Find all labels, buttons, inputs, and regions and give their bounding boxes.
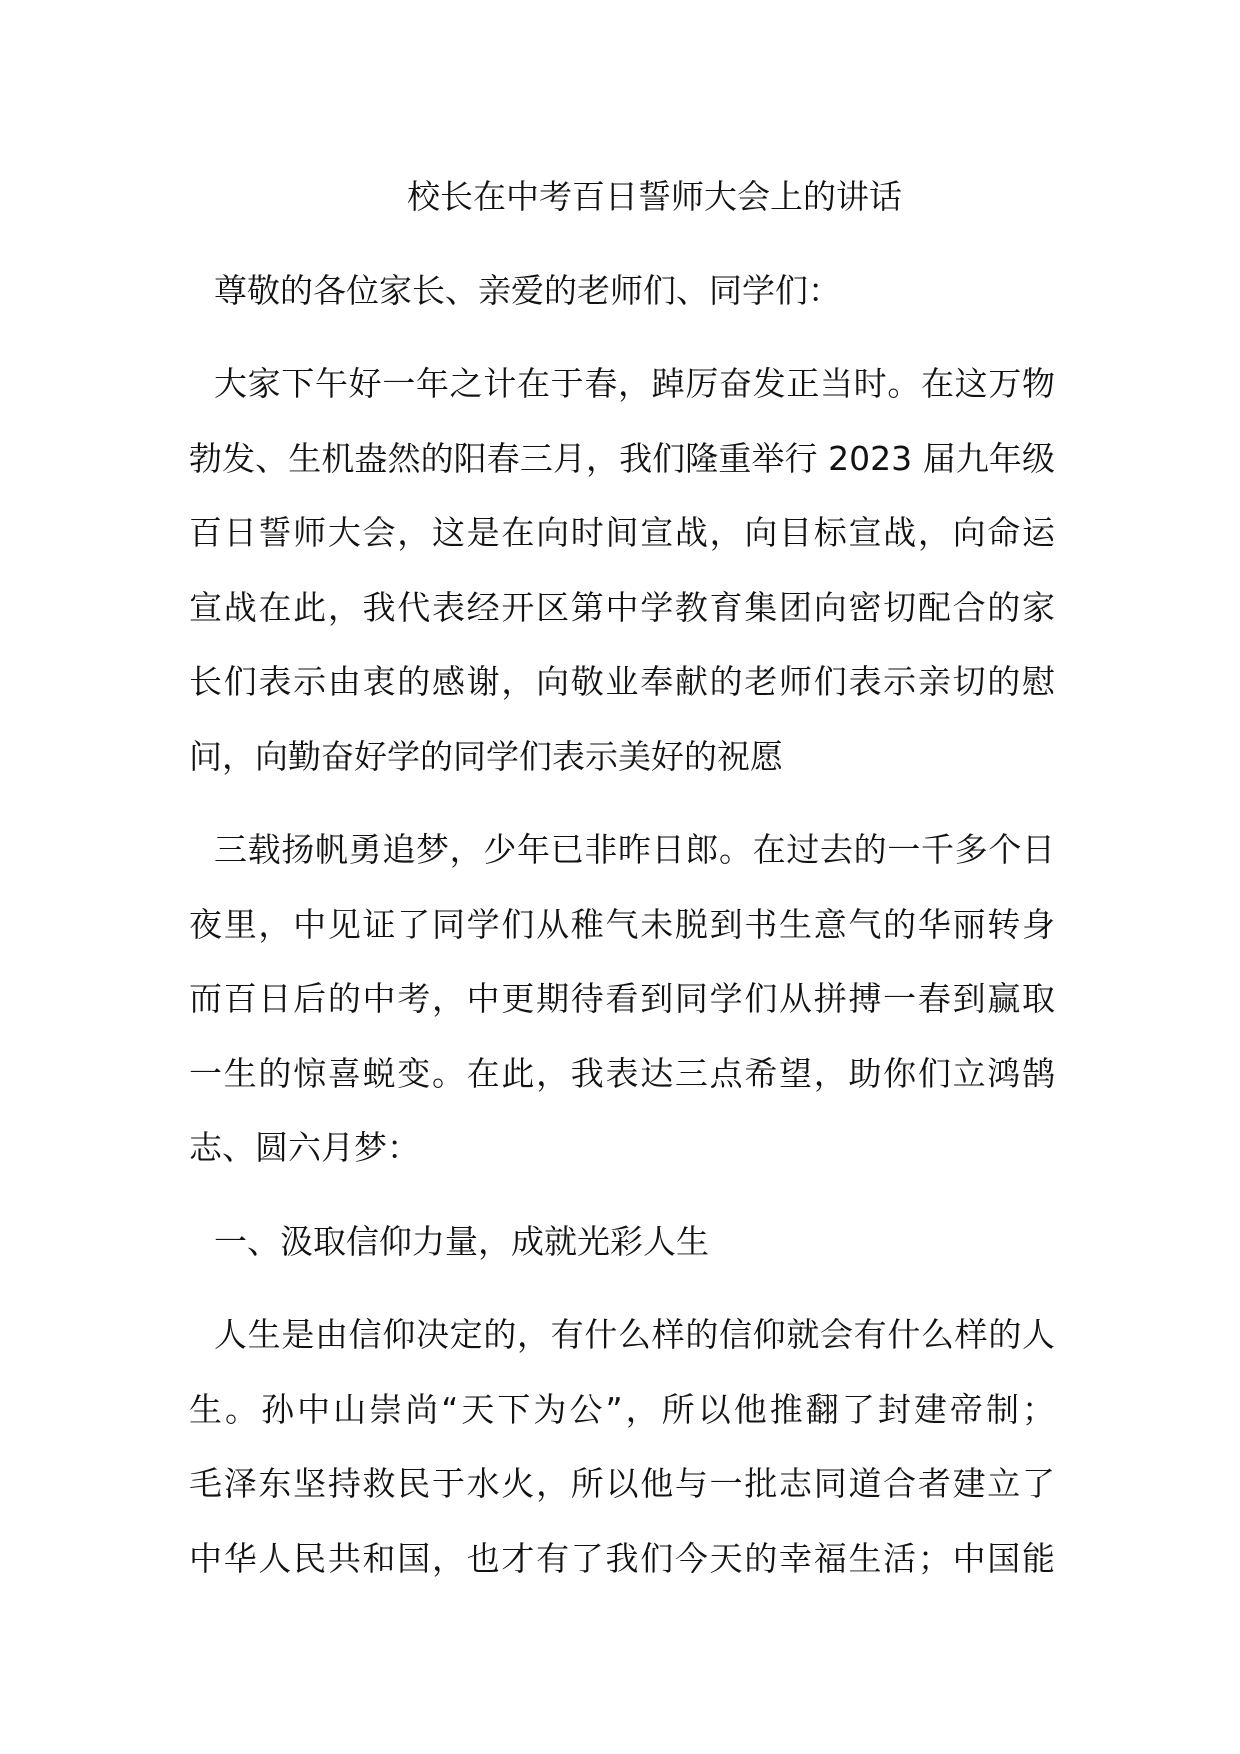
paragraph-line: 一生的惊喜蜕变。在此，我表达三点希望，助你们立鸿鹄 <box>189 1053 1055 1093</box>
document-body <box>189 160 1055 1615</box>
paragraph-line: 大家下午好一年之计在于春，踔厉奋发正当时。在这万物 <box>214 364 1055 403</box>
section-heading: 一、汲取信仰力量，成就光彩人生 <box>214 1221 709 1261</box>
paragraph <box>189 347 1055 794</box>
paragraph-line: 生。孙中山崇尚“天下为公”，所以他推翻了封建帝制； <box>189 1389 1055 1429</box>
paragraph-line: 问，向勤奋好学的同学们表示美好的祝愿 <box>189 736 783 776</box>
paragraph-line: 中华人民共和国，也才有了我们今天的幸福生活；中国能 <box>189 1538 1055 1578</box>
paragraph-line: 勃发、生机盎然的阳春三月，我们隆重举行 2023 届九年级 <box>189 438 1055 478</box>
paragraph-line: 而百日后的中考，中更期待看到同学们从拼搏一春到赢取 <box>189 979 1055 1018</box>
paragraph-line: 志、圆六月梦： <box>189 1128 420 1167</box>
paragraph-line: 毛泽东坚持救民于水火，所以他与一批志同道合者建立了 <box>189 1464 1055 1503</box>
paragraph <box>189 1298 1055 1596</box>
paragraph-line: 百日誓师大会，这是在向时间宣战，向目标宣战，向命运 <box>189 513 1055 552</box>
paragraph-line: 夜里，中见证了同学们从稚气未脱到书生意气的华丽转身 <box>189 904 1055 944</box>
document-title: 校长在中考百日誓师大会上的讲话 <box>407 177 902 216</box>
paragraph-line: 宣战在此，我代表经开区第中学教育集团向密切配合的家 <box>189 587 1055 627</box>
paragraph <box>189 813 1055 1186</box>
paragraph-line: 三载扬帆勇追梦，少年已非昨日郎。在过去的一千多个日 <box>214 830 1055 869</box>
paragraph-line: 人生是由信仰决定的，有什么样的信仰就会有什么样的人 <box>214 1315 1055 1354</box>
salutation: 尊敬的各位家长、亲爱的老师们、同学们： <box>214 270 841 310</box>
paragraph-line: 长们表示由衷的感谢，向敬业奉献的老师们表示亲切的慰 <box>189 662 1055 701</box>
